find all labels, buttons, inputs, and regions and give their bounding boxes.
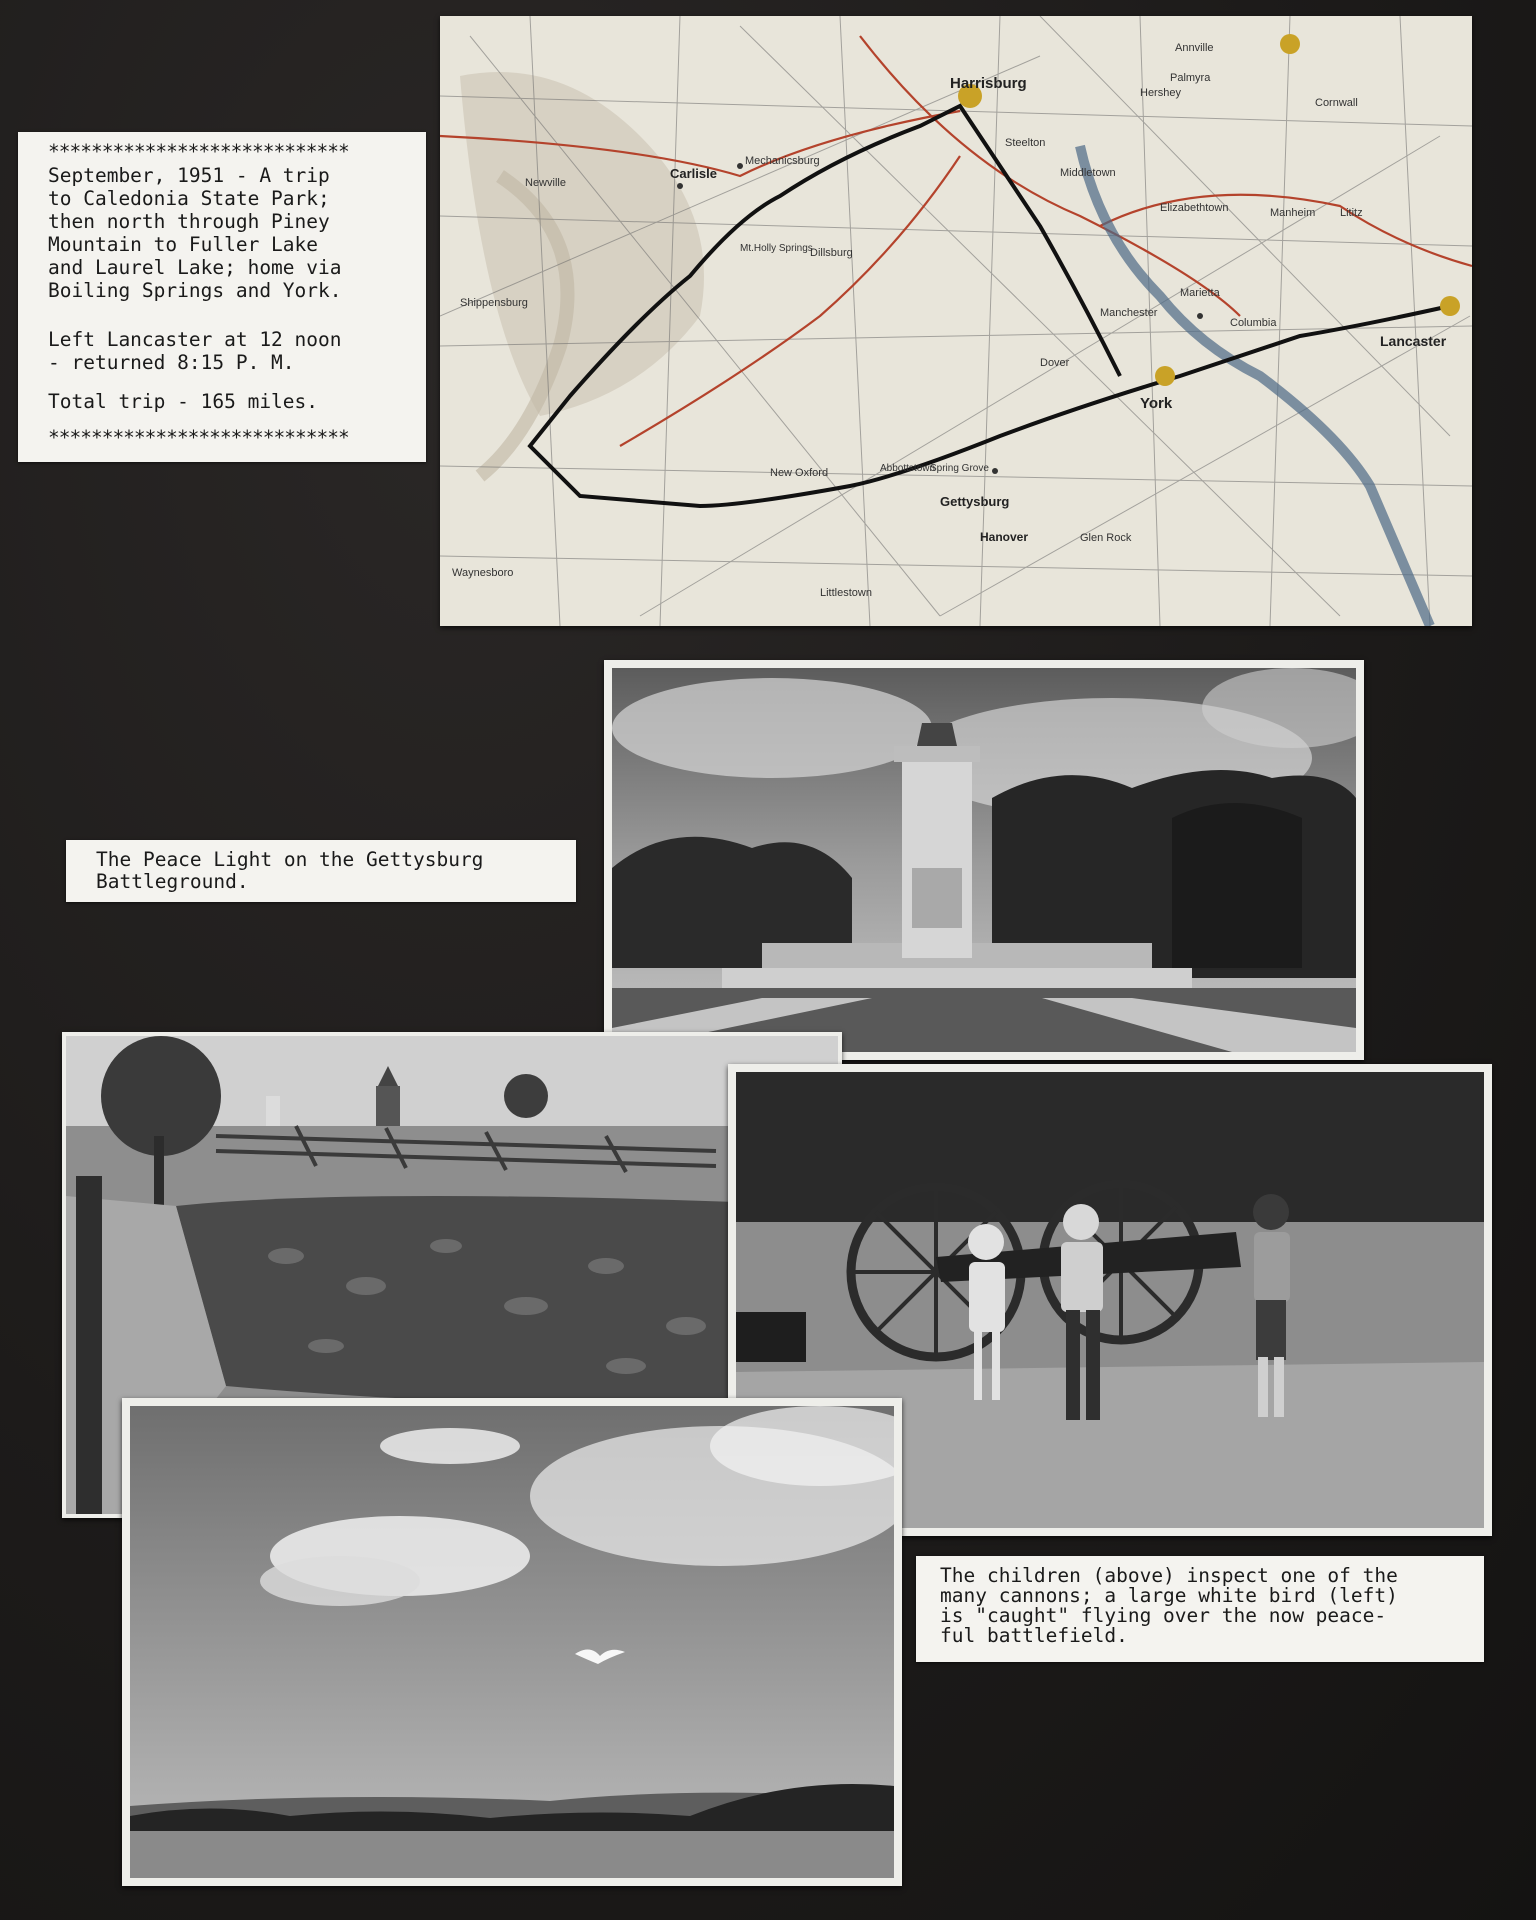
bird-sky-image (130, 1406, 894, 1878)
map-label-manheim: Manheim (1270, 207, 1316, 219)
peace-light-caption (66, 840, 576, 902)
map-label-lancaster: Lancaster (1380, 333, 1447, 349)
map-label-hanover: Hanover (980, 530, 1029, 544)
map-label-littlestown: Littlestown (820, 587, 872, 599)
map-label-spring-grove: Spring Grove (930, 463, 989, 474)
peace-light-image (612, 668, 1356, 1052)
peace-light-caption-text: The Peace Light on the Gettysburg Battleground. (96, 848, 484, 893)
map-label-mt-holly-springs: Mt.Holly Springs (740, 243, 813, 254)
map-label-waynesboro: Waynesboro (452, 567, 514, 579)
map-label-york: York (1140, 395, 1173, 412)
map-label-elizabethtown: Elizabethtown (1160, 202, 1229, 214)
trip-total: Total trip - 165 miles. (48, 390, 319, 413)
road-map (440, 16, 1472, 626)
map-label-lititz: Lititz (1340, 207, 1363, 219)
map-label-abbottstown: Abbottstown (880, 463, 936, 474)
map-label-manchester: Manchester (1100, 307, 1158, 319)
map-label-hershey: Hershey (1140, 87, 1181, 99)
map-label-gettysburg: Gettysburg (940, 494, 1010, 509)
map-label-shippensburg: Shippensburg (460, 297, 528, 309)
map-label-carlisle: Carlisle (670, 166, 717, 181)
map-label-cornwall: Cornwall (1315, 97, 1358, 109)
peace-light-photo (604, 660, 1364, 1060)
map-label-dover: Dover (1040, 357, 1070, 369)
map-label-middletown: Middletown (1060, 167, 1116, 179)
map-label-mechanicsburg: Mechanicsburg (745, 155, 820, 167)
trip-note (18, 132, 426, 462)
trip-times: Left Lancaster at 12 noon - returned 8:15 P. M. (48, 328, 342, 374)
road-map-graphic (440, 16, 1472, 626)
map-label-marietta: Marietta (1180, 287, 1220, 299)
children-caption-text: The children (above) inspect one of the many cannons; a large white bird (left) is "caught" flying over the now peace- ful battlefield. (940, 1564, 1398, 1647)
bird-sky-photo (122, 1398, 902, 1886)
map-label-annville: Annville (1175, 42, 1214, 54)
map-label-columbia: Columbia (1230, 317, 1277, 329)
children-caption (916, 1556, 1484, 1662)
map-label-glen-rock: Glen Rock (1080, 532, 1132, 544)
map-label-palmyra: Palmyra (1170, 72, 1211, 84)
map-label-dillsburg: Dillsburg (810, 247, 853, 259)
map-label-steelton: Steelton (1005, 137, 1046, 149)
map-label-newville: Newville (525, 177, 566, 189)
map-label-harrisburg: Harrisburg (950, 75, 1027, 92)
map-label-new-oxford: New Oxford (770, 467, 829, 479)
trip-description: September, 1951 - A trip to Caledonia State Park; then north through Piney Mountain to Fuller Lake and Laurel Lake; home via Boiling Springs and York. (48, 164, 342, 302)
stars-top: **************************** (48, 140, 349, 163)
stars-bottom: **************************** (48, 426, 349, 449)
